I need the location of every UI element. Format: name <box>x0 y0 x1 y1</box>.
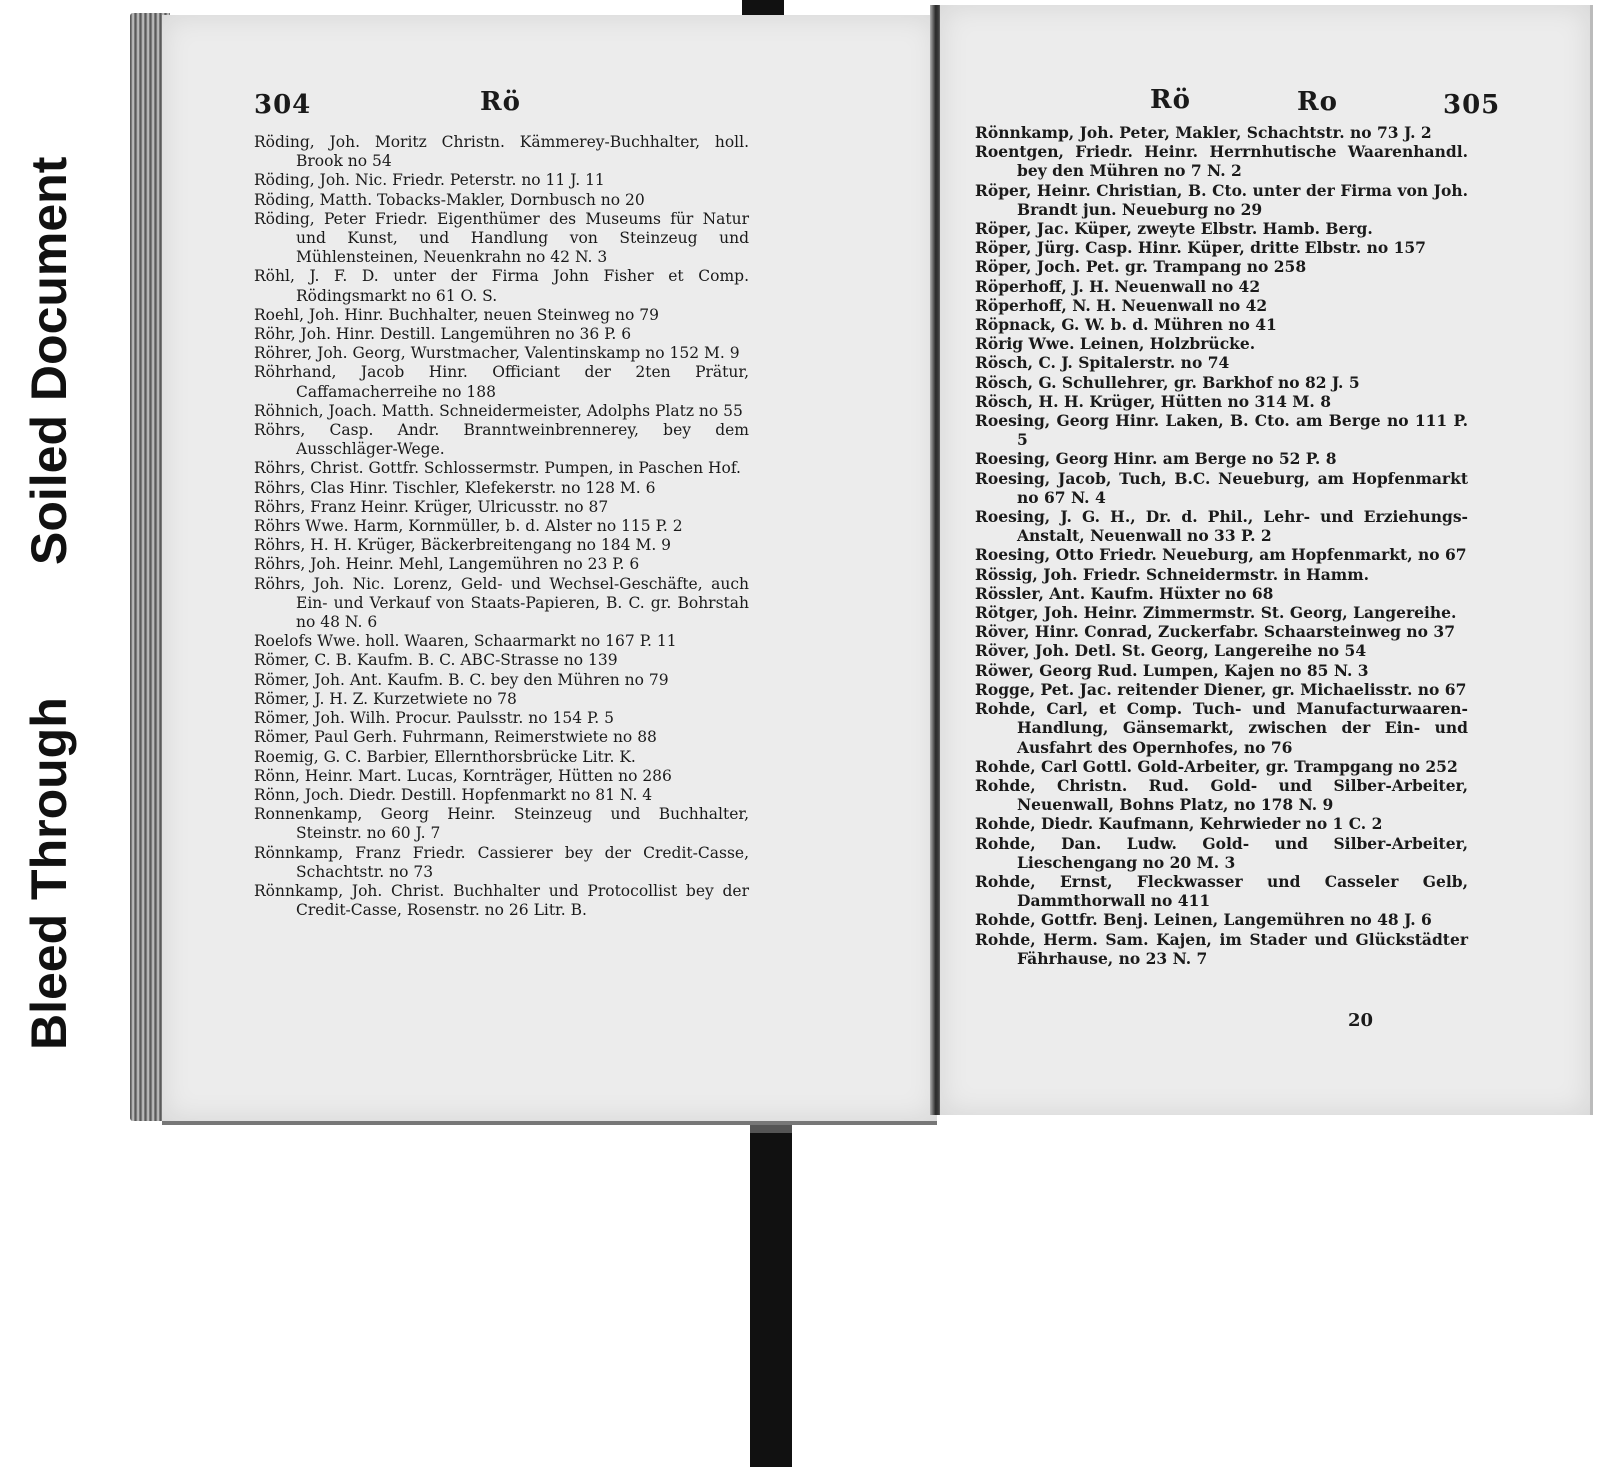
directory-entry: Röver, Hinr. Conrad, Zuckerfabr. Schaarsteinweg no 37 <box>975 622 1455 642</box>
bookmark-ribbon-bottom <box>750 1125 792 1467</box>
directory-entry: Röver, Joh. Detl. St. Georg, Langereihe no 54 <box>975 641 1367 661</box>
left-running-head: Rö <box>480 87 521 117</box>
directory-entry: Rössig, Joh. Friedr. Schneidermstr. in Hamm. <box>975 564 1369 584</box>
directory-entry: Römer, Joh. Ant. Kaufm. B. C. bey den Mühren no 79 <box>254 670 669 689</box>
directory-entry: Röhrs, Casp. Andr. Branntweinbrennerey, bey dem Ausschläger-Wege. <box>254 421 749 459</box>
directory-entry: Rössler, Ant. Kaufm. Hüxter no 68 <box>975 583 1274 603</box>
directory-entry: Röhnich, Joach. Matth. Schneidermeister, Adolphs Platz no 55 <box>254 401 743 420</box>
directory-entry: Röhrhand, Jacob Hinr. Officiant der 2ten Prätur, Caffamacherreihe no 188 <box>254 363 749 401</box>
directory-entry: Römer, Paul Gerh. Fuhrmann, Reimerstwiete no 88 <box>254 728 657 747</box>
directory-entry: Rönnkamp, Franz Friedr. Cassierer bey der Credit-Casse, Schachtstr. no 73 <box>254 843 749 881</box>
left-page-number: 304 <box>254 90 312 120</box>
directory-entry: Rohde, Ernst, Fleckwasser und Casseler Gelb, Dammthorwall no 411 <box>975 871 1468 911</box>
side-label-soiled-document: Soiled Document <box>21 156 77 565</box>
left-entry-list <box>254 133 749 920</box>
directory-entry: Rötger, Joh. Heinr. Zimmermstr. St. Georg, Langereihe. <box>975 603 1457 623</box>
directory-entry: Roesing, Otto Friedr. Neueburg, am Hopfenmarkt, no 67 <box>975 545 1467 565</box>
directory-entry: Röhrs, Clas Hinr. Tischler, Klefekerstr. no 128 M. 6 <box>254 478 656 497</box>
directory-entry: Röper, Jac. Küper, zweyte Elbstr. Hamb. Berg. <box>975 219 1373 239</box>
directory-entry: Röhrs, Christ. Gottfr. Schlossermstr. Pumpen, in Paschen Hof. <box>254 459 741 478</box>
right-running-head-center: Ro <box>1297 87 1338 117</box>
directory-entry: Roesing, Georg Hinr. Laken, B. Cto. am Berge no 111 P. 5 <box>975 411 1468 450</box>
directory-entry: Roesing, Jacob, Tuch, B.C. Neueburg, am Hopfenmarkt no 67 N. 4 <box>975 468 1468 507</box>
directory-entry: Röhrs, Joh. Heinr. Mehl, Langemühren no 23 P. 6 <box>254 555 640 574</box>
directory-entry: Röhrer, Joh. Georg, Wurstmacher, Valentinskamp no 152 M. 9 <box>254 344 740 363</box>
directory-entry: Rönn, Heinr. Mart. Lucas, Kornträger, Hütten no 286 <box>254 766 672 785</box>
directory-entry: Rohde, Gottfr. Benj. Leinen, Langemühren no 48 J. 6 <box>975 910 1432 930</box>
directory-entry: Röhrs, Franz Heinr. Krüger, Ulricusstr. no 87 <box>254 497 609 516</box>
directory-entry: Röper, Joch. Pet. gr. Trampang no 258 <box>975 257 1307 277</box>
directory-entry: Rohde, Diedr. Kaufmann, Kehrwieder no 1 C. 2 <box>975 814 1383 834</box>
directory-entry: Röding, Peter Friedr. Eigenthümer des Museums für Natur und Kunst, und Handlung von Steinzeug und Mühlensteinen, Neuenkrahn no 42 N. 3 <box>254 209 749 267</box>
directory-entry: Röpnack, G. W. b. d. Mühren no 41 <box>975 315 1277 335</box>
directory-entry: Röding, Matth. Tobacks-Makler, Dornbusch no 20 <box>254 190 645 209</box>
directory-entry: Roemig, G. C. Barbier, Ellernthorsbrücke Litr. K. <box>254 747 636 766</box>
directory-entry: Röperhoff, N. H. Neuenwall no 42 <box>975 295 1268 315</box>
directory-entry: Rösch, H. H. Krüger, Hütten no 314 M. 8 <box>975 391 1332 411</box>
directory-entry: Ronnenkamp, Georg Heinr. Steinzeug und Buchhalter, Steinstr. no 60 J. 7 <box>254 805 749 843</box>
right-entry-list <box>975 123 1468 968</box>
open-book <box>130 5 1501 1125</box>
side-label <box>18 60 78 1050</box>
directory-entry: Rösch, C. J. Spitalerstr. no 74 <box>975 353 1230 373</box>
side-label-stamp <box>18 60 78 1050</box>
right-page-number: 305 <box>1443 90 1501 120</box>
directory-entry: Roelofs Wwe. holl. Waaren, Schaarmarkt no 167 P. 11 <box>254 632 677 651</box>
directory-entry: Röding, Joh. Nic. Friedr. Peterstr. no 11 J. 11 <box>254 171 605 190</box>
directory-entry: Röper, Jürg. Casp. Hinr. Küper, dritte Elbstr. no 157 <box>975 238 1426 258</box>
directory-entry: Römer, C. B. Kaufm. B. C. ABC-Strasse no 139 <box>254 651 618 670</box>
directory-entry: Röhrs, Joh. Nic. Lorenz, Geld- und Wechsel-Geschäfte, auch Ein- und Verkauf von Staats-Papieren, B. C. gr. Bohrstah no 48 N. 6 <box>254 574 749 632</box>
left-page <box>162 15 937 1125</box>
right-running-head-left: Rö <box>1150 85 1191 115</box>
directory-entry: Rohde, Carl, et Comp. Tuch- und Manufacturwaaren-Handlung, Gänsemarkt, zwischen der Ein- und Ausfahrt des Opernhofes, no 76 <box>975 699 1468 757</box>
directory-entry: Roentgen, Friedr. Heinr. Herrnhutische Waarenhandl. bey den Mühren no 7 N. 2 <box>975 142 1468 181</box>
directory-entry: Rohde, Herm. Sam. Kajen, im Stader und Glückstädter Fährhause, no 23 N. 7 <box>975 929 1468 968</box>
directory-entry: Röding, Joh. Moritz Christn. Kämmerey-Buchhalter, holl. Brook no 54 <box>254 133 749 171</box>
side-label-bleed-through: Bleed Through <box>21 697 77 1050</box>
directory-entry: Röper, Heinr. Christian, B. Cto. unter der Firma von Joh. Brandt jun. Neueburg no 29 <box>975 180 1468 219</box>
directory-entry: Roehl, Joh. Hinr. Buchhalter, neuen Steinweg no 79 <box>254 305 659 324</box>
directory-entry: Rönn, Joch. Diedr. Destill. Hopfenmarkt no 81 N. 4 <box>254 785 653 804</box>
signature-mark: 20 <box>1348 1010 1374 1031</box>
right-page <box>940 5 1593 1115</box>
directory-entry: Rörig Wwe. Leinen, Holzbrücke. <box>975 334 1256 354</box>
directory-entry: Rohde, Christn. Rud. Gold- und Silber-Arbeiter, Neuenwall, Bohns Platz, no 178 N. 9 <box>975 775 1468 815</box>
directory-entry: Römer, Joh. Wilh. Procur. Paulsstr. no 154 P. 5 <box>254 709 614 728</box>
directory-entry: Rösch, G. Schullehrer, gr. Barkhof no 82 J. 5 <box>975 372 1360 392</box>
directory-entry: Rohde, Carl Gottl. Gold-Arbeiter, gr. Trampgang no 252 <box>975 756 1458 776</box>
directory-entry: Rönnkamp, Joh. Peter, Makler, Schachtstr. no 73 J. 2 <box>975 123 1432 142</box>
directory-entry: Römer, J. H. Z. Kurzetwiete no 78 <box>254 689 517 708</box>
directory-entry: Röhl, J. F. D. unter der Firma John Fisher et Comp. Rödingsmarkt no 61 O. S. <box>254 267 749 305</box>
directory-entry: Röhrs Wwe. Harm, Kornmüller, b. d. Alster no 115 P. 2 <box>254 517 683 536</box>
directory-entry: Röhrs, H. H. Krüger, Bäckerbreitengang no 184 M. 9 <box>254 536 672 555</box>
directory-entry: Rönnkamp, Joh. Christ. Buchhalter und Protocollist bey der Credit-Casse, Rosenstr. no 26 Litr. B. <box>254 881 749 920</box>
directory-entry: Röperhoff, J. H. Neuenwall no 42 <box>975 276 1261 296</box>
directory-entry: Roesing, J. G. H., Dr. d. Phil., Lehr- und Erziehungs-Anstalt, Neuenwall no 33 P. 2 <box>975 507 1468 546</box>
directory-entry: Rogge, Pet. Jac. reitender Diener, gr. Michaelisstr. no 67 <box>975 679 1467 699</box>
directory-entry: Roesing, Georg Hinr. am Berge no 52 P. 8 <box>975 449 1337 469</box>
directory-entry: Röhr, Joh. Hinr. Destill. Langemühren no 36 P. 6 <box>254 325 632 344</box>
directory-entry: Röwer, Georg Rud. Lumpen, Kajen no 85 N. 3 <box>975 660 1369 680</box>
directory-entry: Rohde, Dan. Ludw. Gold- und Silber-Arbeiter, Lieschengang no 20 M. 3 <box>975 833 1468 872</box>
